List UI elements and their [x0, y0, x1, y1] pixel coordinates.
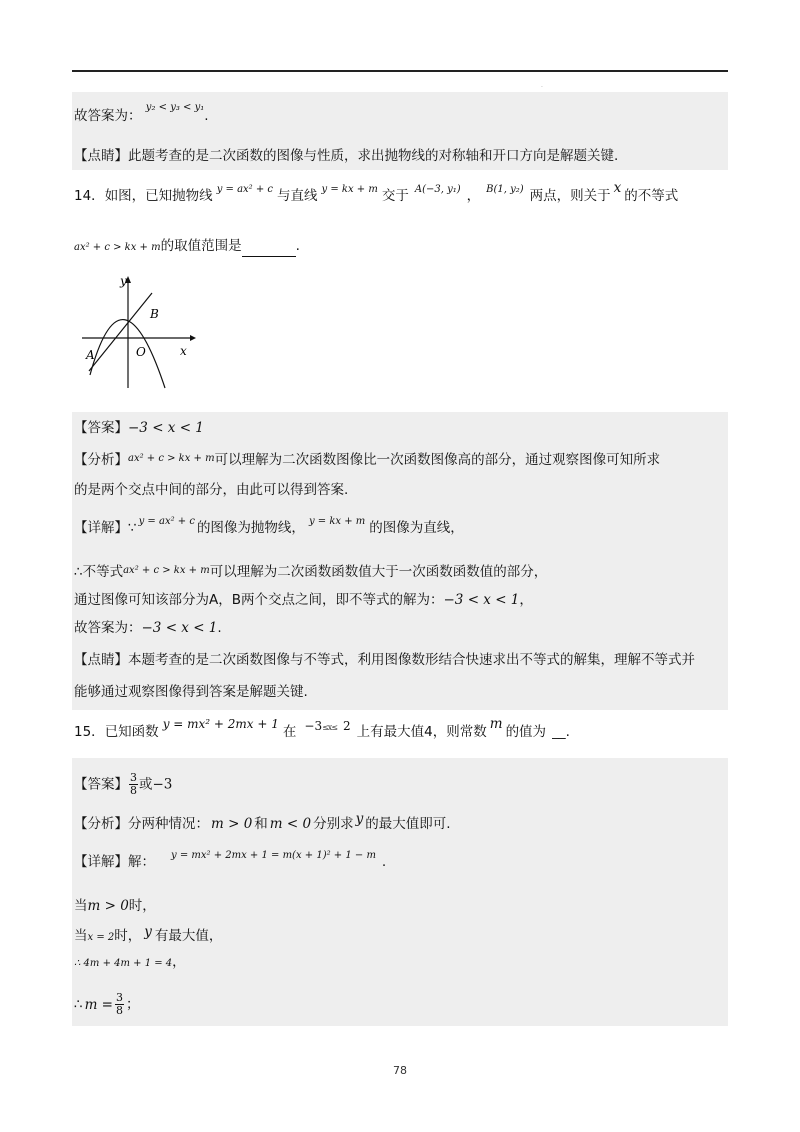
label-point-a: A: [86, 348, 95, 362]
fraction-numerator: 3: [116, 991, 123, 1004]
answer-value: −3: [152, 776, 173, 793]
label-point-b: B: [150, 307, 159, 321]
q14-stem-line2: [74, 236, 300, 258]
result-fraction: [115, 992, 124, 1017]
q15-answer: [74, 772, 172, 797]
q15-stem: [74, 716, 570, 744]
comma: ，: [172, 954, 186, 970]
comma: ，: [519, 592, 533, 608]
period: .: [204, 108, 209, 124]
stem-text: 已知函数: [104, 724, 159, 740]
answer-expression: −3 < x < 1: [128, 420, 204, 436]
parabola-formula: y = ax² + c: [138, 516, 195, 527]
q14-analysis-line1: [74, 450, 660, 472]
label-x: x: [180, 344, 187, 358]
line-formula: y = kx + m: [308, 516, 366, 527]
case-text: 当: [74, 928, 88, 944]
detail-text: 的图像为抛物线，: [196, 520, 305, 536]
stem-text: 在: [282, 724, 297, 740]
question-number: 15．: [74, 724, 105, 740]
stem-text: 如图，已知抛物线: [104, 188, 213, 204]
detail-label: 【详解】: [74, 854, 128, 870]
stem-text: 两点，则关于: [529, 188, 611, 204]
period: .: [217, 620, 222, 636]
q14-final-answer: [74, 618, 222, 638]
answer-prefix: 故答案为：: [74, 108, 142, 124]
answer-blank: [242, 236, 296, 257]
answer-blank: __: [552, 724, 566, 740]
inequality-formula: ax² + c > kx + m: [128, 453, 215, 464]
answer-expression: −3 < x < 1: [141, 620, 218, 636]
semicolon: ；: [126, 996, 140, 1013]
label-origin: O: [136, 345, 146, 359]
range-symbol: ≤x≤: [322, 723, 338, 732]
vertex-form-formula: y = mx² + 2mx + 1 = m(x + 1)² + 1 − m: [171, 850, 376, 861]
parabola-line-graph: [80, 270, 200, 395]
stem-text: 上有最大值4，则常数: [356, 724, 487, 740]
variable-y: y: [355, 811, 364, 827]
comment-text: 能够通过观察图像得到答案是解题关键.: [74, 684, 308, 700]
q13-comment: [74, 146, 618, 166]
q14-answer: [74, 418, 204, 438]
inequality-formula: ax² + c > kx + m: [74, 242, 161, 253]
case-text: 时，: [114, 928, 142, 944]
q14-comment-line1: [74, 650, 695, 670]
detail-label: 【详解】: [74, 520, 128, 536]
comment-text: 此题考查的是二次函数的图像与性质，求出抛物线的对称轴和开口方向是解题关键.: [128, 148, 619, 164]
point-b-coords: B(1, y₂): [486, 184, 524, 195]
and-text: 和: [254, 816, 268, 832]
range-right: 2: [343, 719, 351, 733]
result-variable: m =: [84, 996, 113, 1013]
variable-m: m: [489, 716, 503, 732]
point-a-coords: A(−3, y₁): [414, 184, 461, 195]
stem-text: 的不等式: [624, 188, 679, 204]
comment-label: 【点睛】: [74, 148, 128, 164]
q14-analysis-line2: [74, 480, 348, 500]
parabola-formula: y = ax² + c: [216, 184, 274, 195]
variable-x: x: [613, 180, 622, 196]
condition-positive: m > 0: [211, 816, 253, 832]
q14-detail-line1: [74, 518, 464, 540]
q15-analysis: [74, 811, 451, 834]
analysis-label: 【分析】: [74, 452, 128, 468]
header-rule: [72, 70, 728, 72]
period: .: [295, 238, 300, 254]
range-left: −3: [304, 719, 323, 733]
detail-text: 可以理解为二次函数函数值大于一次函数函数值的部分，: [209, 564, 548, 580]
x-value: x = 2: [87, 932, 115, 943]
variable-y: y: [144, 924, 152, 940]
straight-line: [89, 293, 152, 371]
q14-stem-line1: [74, 180, 679, 208]
period: .: [381, 854, 387, 870]
detail-text: 的图像为直线，: [369, 520, 464, 536]
detail-text: 解：: [128, 854, 155, 870]
analysis-text: 可以理解为二次函数图像比一次函数图像高的部分，通过观察图像可知所求: [214, 452, 661, 468]
detail-text: 通过图像可知该部分为A，B两个交点之间，即不等式的解为：: [74, 592, 444, 608]
because-symbol: ∵: [128, 520, 137, 536]
line-formula: y = kx + m: [321, 184, 378, 195]
comment-label: 【点睛】: [74, 652, 128, 668]
stem-text: 的值为: [505, 724, 547, 740]
q14-detail-line3: [74, 590, 533, 610]
q14-comment-line2: [74, 682, 308, 702]
analysis-text: 分别求: [313, 816, 354, 832]
answer-label: 【答案】: [74, 776, 128, 793]
fraction-numerator: 3: [130, 771, 137, 784]
q13-final-answer: [74, 102, 209, 128]
answer-label: 【答案】: [74, 420, 128, 436]
fraction-denominator: 8: [130, 784, 137, 797]
label-y: y: [120, 274, 127, 288]
x-axis-arrow: [190, 335, 196, 341]
q15-result: [74, 992, 140, 1017]
therefore-prefix: ∴不等式: [74, 564, 124, 580]
period: .: [565, 724, 570, 740]
therefore-symbol: ∴: [74, 996, 83, 1013]
page-number: 78: [393, 1064, 407, 1077]
q14-detail-line2: [74, 562, 547, 584]
q15-detail: [74, 852, 386, 874]
case-text: 有最大值，: [154, 928, 223, 944]
question-number: 14．: [74, 188, 105, 204]
header-dot: .: [541, 82, 543, 89]
stem-text: 交于: [381, 188, 409, 204]
comment-text: 本题考查的是二次函数图像与不等式，利用图像数形结合快速求出不等式的解集，理解不等式并: [128, 652, 695, 668]
q15-solution-block: [72, 758, 728, 1026]
case-text: 时，: [128, 898, 156, 914]
analysis-text: 的是两个交点中间的部分，由此可以得到答案.: [74, 482, 349, 498]
equation: ∴ 4m + 4m + 1 = 4: [74, 958, 173, 969]
case-condition: m > 0: [87, 898, 129, 914]
condition-negative: m < 0: [269, 816, 312, 832]
fraction-denominator: 8: [116, 1004, 123, 1017]
analysis-label: 【分析】: [74, 816, 128, 832]
q15-case-positive: [74, 896, 156, 916]
analysis-text: 分两种情况：: [128, 816, 209, 832]
answer-fraction: [129, 772, 138, 797]
q15-max-at-2: [74, 926, 222, 948]
solution-expression: −3 < x < 1: [443, 592, 520, 608]
comma: ，: [466, 188, 481, 204]
answer-prefix: 故答案为：: [74, 620, 142, 636]
answer-expression: y₂ < y₃ < y₁: [145, 102, 205, 113]
stem-text: 的取值范围是: [160, 238, 242, 254]
function-formula: y = mx² + 2mx + 1: [162, 717, 279, 731]
analysis-text: 的最大值即可.: [365, 816, 451, 832]
stem-text: 与直线: [277, 188, 318, 204]
q15-equation: [74, 952, 186, 974]
or-text: 或: [139, 776, 153, 793]
inequality-formula: ax² + c > kx + m: [123, 565, 210, 576]
case-text: 当: [74, 898, 88, 914]
